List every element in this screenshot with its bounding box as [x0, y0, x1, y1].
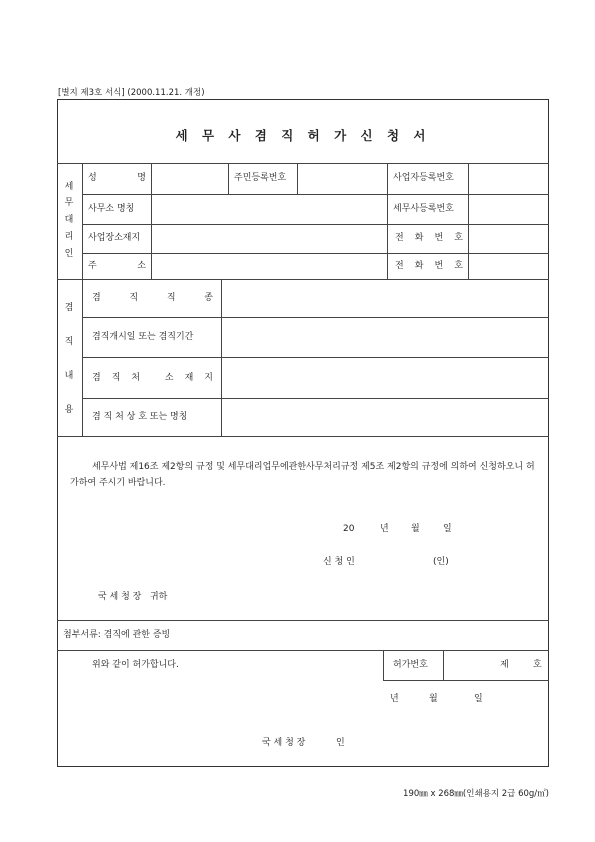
approval-date-month-unit: 월	[429, 694, 438, 704]
label-office-name: 사무소 명칭	[88, 204, 135, 214]
divider	[151, 163, 152, 279]
divider	[82, 317, 549, 318]
section-applicant-char: 세	[64, 182, 74, 192]
divider	[443, 650, 444, 680]
date-year-unit: 년	[380, 524, 389, 534]
divider	[221, 279, 222, 436]
section-content-char: 겸	[64, 303, 74, 313]
permit-number-label: 허가번호	[393, 660, 428, 670]
label-address: 주 소	[88, 261, 146, 271]
date-year: 20	[343, 524, 355, 534]
permit-number-suffix: 호	[533, 660, 542, 670]
divider	[82, 398, 549, 399]
issuer-seal: 인	[336, 738, 345, 748]
label-tax-agent-reg-number: 세무사등록번호	[393, 204, 454, 214]
divider	[82, 163, 83, 436]
recipient: 국 세 청 장 귀하	[98, 592, 168, 602]
paper-spec: 190㎜ x 268㎜(인쇄용지 2급 60g/㎡)	[403, 789, 549, 799]
section-content-char: 용	[64, 405, 74, 415]
label-company-name: 겸 직 처 상 호 또는 명칭	[92, 412, 188, 422]
section-content-char: 직	[64, 337, 74, 347]
permit-number-prefix: 제	[500, 660, 509, 670]
label-name: 성 명	[88, 173, 146, 183]
divider	[383, 650, 384, 680]
section-applicant-char: 리	[64, 232, 74, 242]
divider	[57, 650, 549, 651]
date-month-unit: 월	[411, 524, 420, 534]
form-title: 세 무 사 겸 직 허 가 신 청 서	[175, 128, 431, 143]
label-resident-number: 주민등록번호	[234, 173, 287, 183]
section-applicant-char: 대	[64, 215, 74, 225]
divider	[82, 357, 549, 358]
applicant-seal: (인)	[433, 557, 449, 567]
statement-text: 세무사법 제16조 제2항의 규정 및 세무대리업무에관한사무처리규정 제5조 제2항의 규정에 의하여 신청하오니 허가하여 주시기 바랍니다.	[70, 462, 535, 488]
divider	[57, 436, 549, 437]
approval-date-day-unit: 일	[474, 694, 483, 704]
date-day-unit: 일	[443, 524, 452, 534]
applicant-sign-label: 신 청 인	[323, 557, 355, 567]
divider	[57, 279, 549, 280]
section-content-char: 내	[64, 371, 74, 381]
form-header: [별지 제3호 서식] (2000.11.21. 개정)	[58, 88, 205, 98]
label-job-type: 겸 직 직 종	[92, 293, 213, 303]
attachments: 첨부서류: 겸직에 관한 증빙	[63, 630, 171, 640]
label-phone-1: 전 화 번 호	[395, 233, 463, 243]
divider	[57, 163, 549, 164]
divider	[82, 224, 549, 225]
approval-date-year-unit: 년	[390, 694, 399, 704]
section-applicant-char: 인	[64, 249, 74, 259]
divider	[228, 163, 229, 194]
label-business-reg-number: 사업자등록번호	[393, 173, 454, 183]
divider	[82, 253, 549, 254]
approval-text: 위와 같이 허가합니다.	[92, 660, 179, 670]
issuer: 국 세 청 장	[262, 738, 306, 748]
label-business-location: 사업장소재지	[88, 233, 141, 243]
label-phone-2: 전 화 번 호	[395, 261, 463, 271]
label-location: 겸 직 처 소 재 지	[92, 373, 213, 383]
divider	[383, 680, 549, 681]
section-applicant-char: 무	[64, 198, 74, 208]
label-period: 겸직개시일 또는 겸직기간	[92, 332, 194, 342]
divider	[57, 620, 549, 621]
divider	[82, 194, 549, 195]
divider	[387, 163, 388, 279]
divider	[297, 163, 298, 194]
divider	[468, 163, 469, 279]
